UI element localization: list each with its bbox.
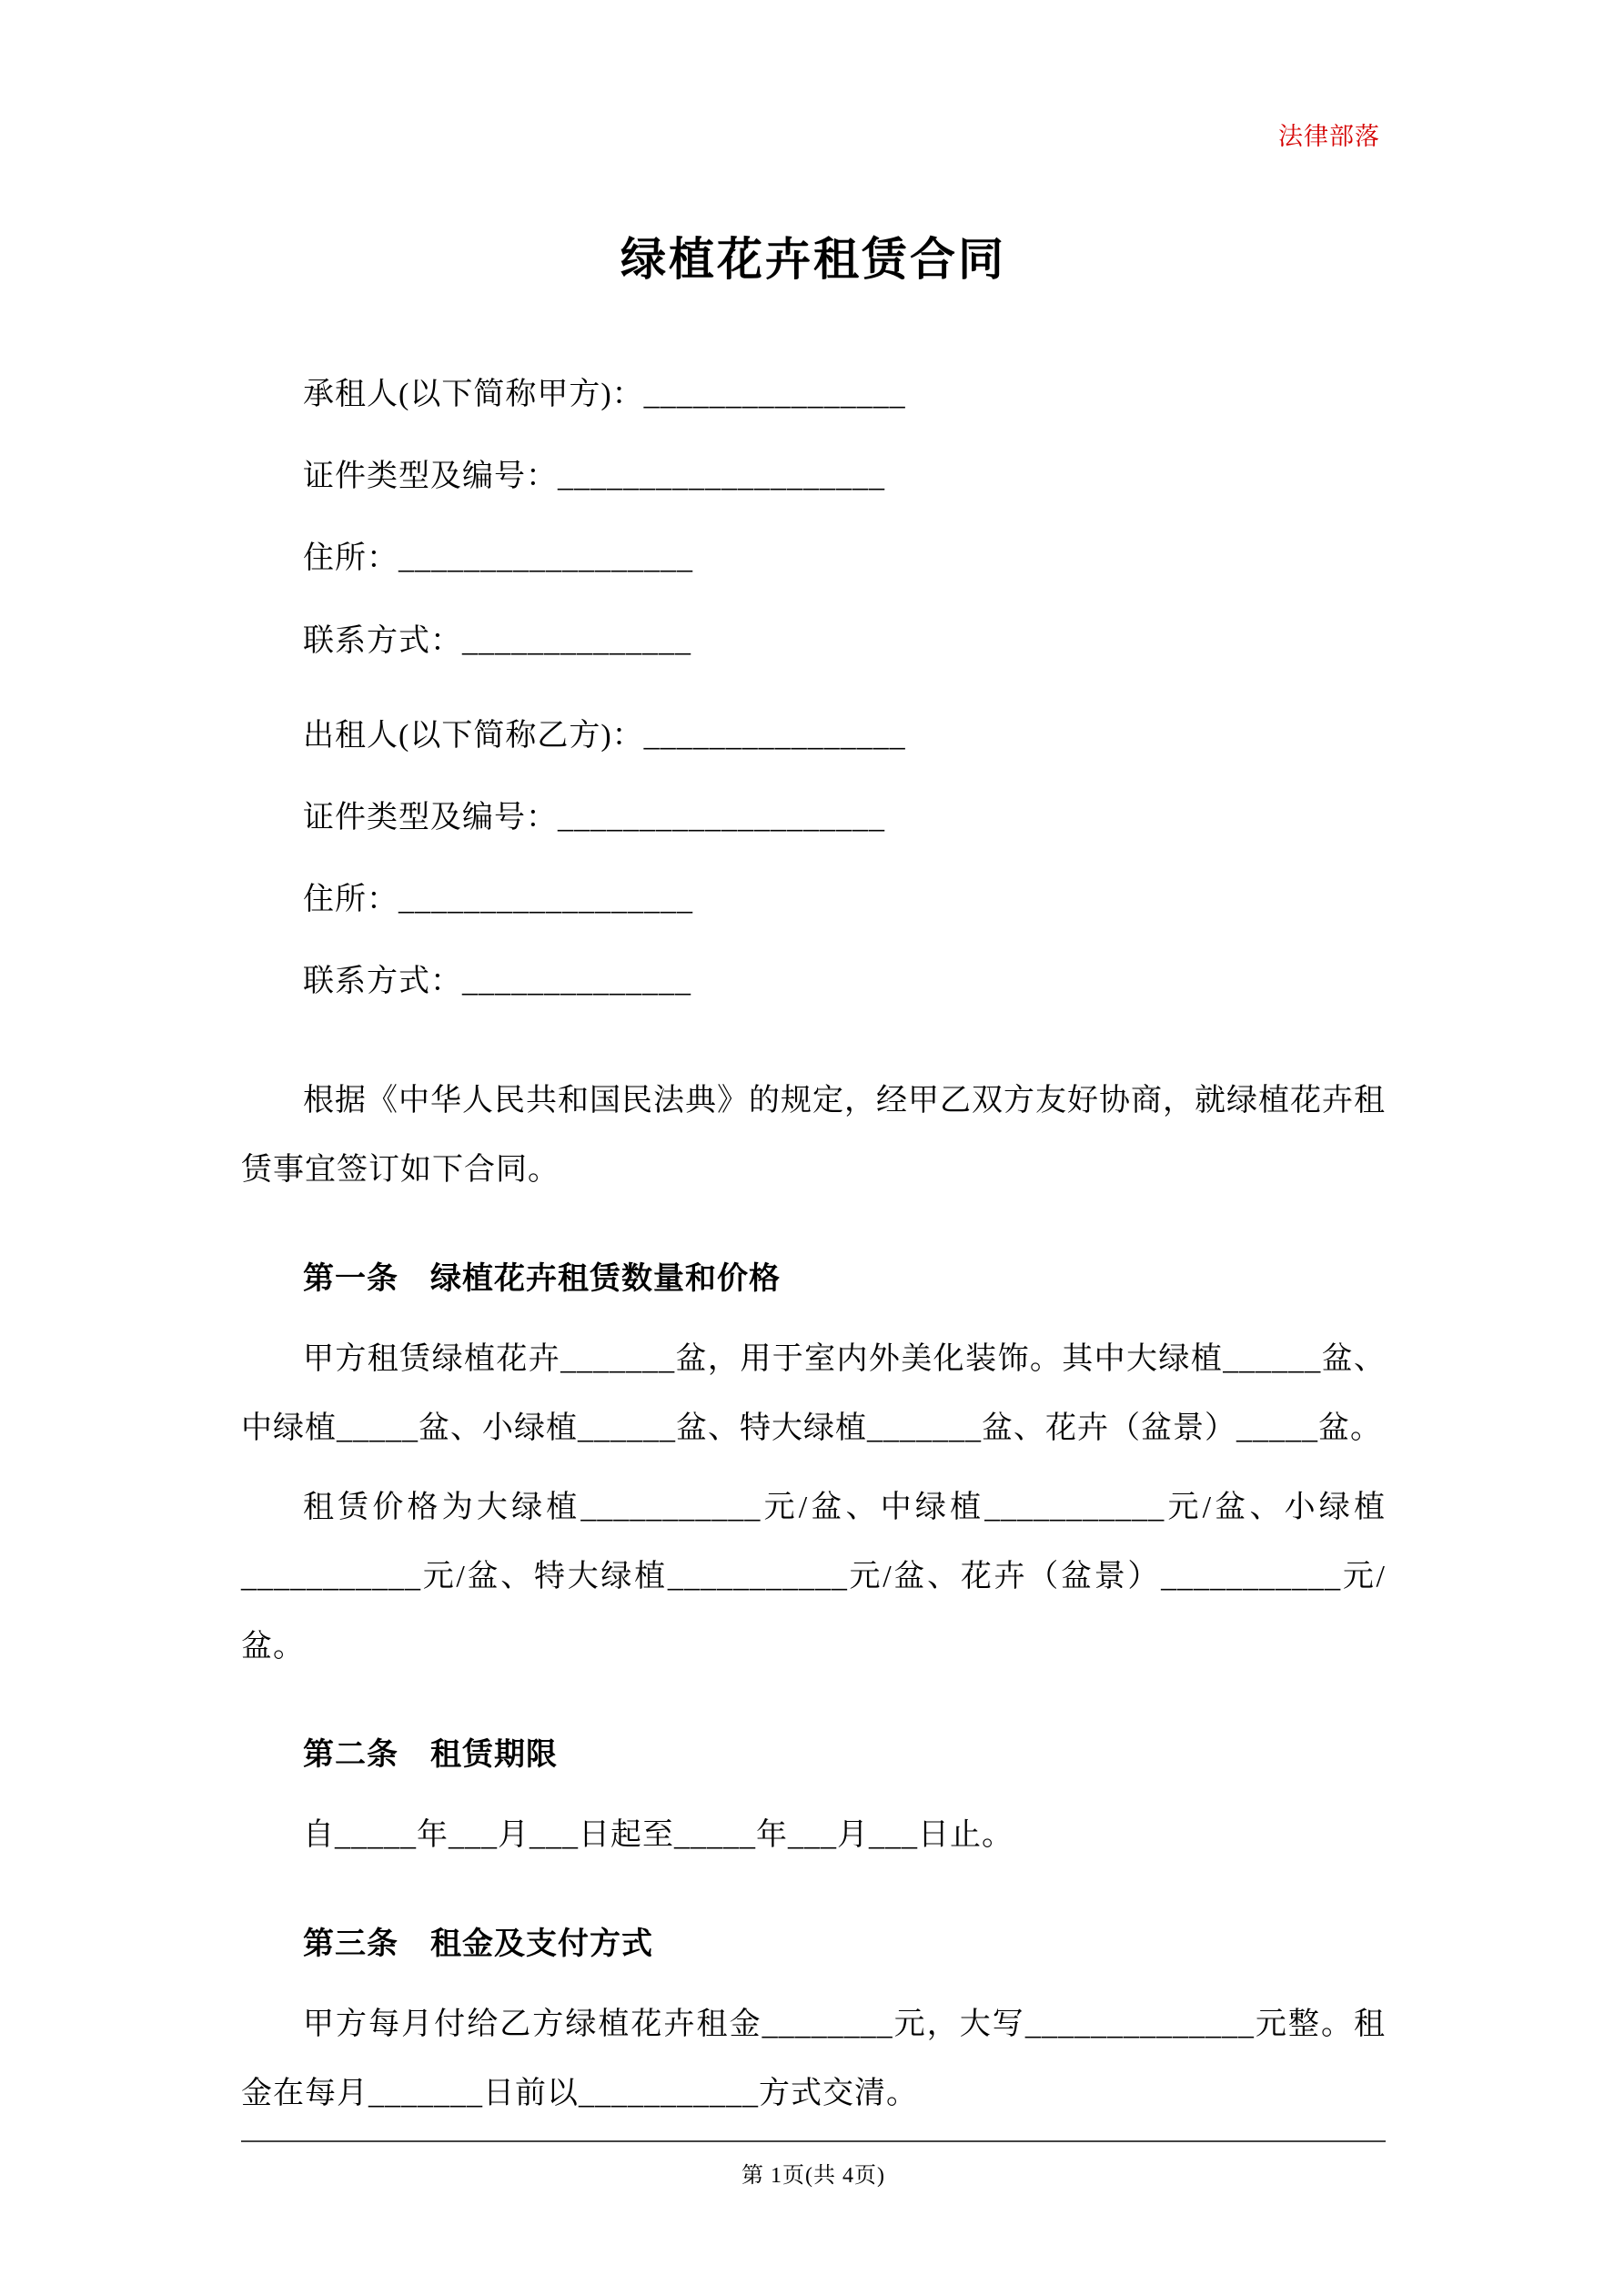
brand-watermark: 法律部落 — [1278, 123, 1380, 150]
party-b-contact-line: 联系方式：______________ — [303, 965, 691, 999]
intro-paragraph: 根据《中华人民共和国民法典》的规定，经甲乙双方友好协商，就绿植花卉租赁事宜签订如下合同。 — [241, 1083, 1386, 1187]
party-b-id-line: 证件类型及编号：____________________ — [303, 800, 885, 834]
party-a-block — [241, 375, 1386, 662]
party-a-contact-line: 联系方式：______________ — [303, 623, 691, 658]
article-2-paragraph-1: 自_____年___月___日起至_____年___月___日止。 — [303, 1818, 1014, 1852]
page-number: 第 1页(共 4页) — [741, 2164, 885, 2188]
article-1-paragraph-2: 租赁价格为大绿植___________元/盆、中绿植___________元/盆、小绿植___________元/盆、特大绿植___________元/盆、花卉（盆景）___________元/盆。 — [241, 1490, 1386, 1664]
party-b-address-line: 住所：__________________ — [303, 883, 693, 917]
party-b-block — [241, 716, 1386, 1003]
party-a-address-line: 住所：__________________ — [303, 541, 693, 576]
article-3-heading: 第三条 租金及支付方式 — [303, 1927, 653, 1961]
article-2-heading: 第二条 租赁期限 — [303, 1738, 558, 1772]
footer-divider — [241, 2140, 1386, 2142]
article-3 — [241, 1918, 1386, 2129]
article-1-heading: 第一条 绿植花卉租赁数量和价格 — [303, 1261, 781, 1296]
party-b-name-line: 出租人(以下简称乙方)：________________ — [303, 718, 906, 753]
article-1-paragraph-1: 甲方租赁绿植花卉_______盆，用于室内外美化装饰。其中大绿植______盆、中绿植_____盆、小绿植______盆、特大绿植_______盆、花卉（盆景）_____盆。 — [241, 1341, 1386, 1445]
article-1 — [241, 1253, 1386, 1683]
article-3-paragraph-1: 甲方每月付给乙方绿植花卉租金________元，大写______________元整。租金在每月_______日前以___________方式交清。 — [241, 2007, 1386, 2110]
party-a-id-line: 证件类型及编号：____________________ — [303, 460, 885, 494]
page-footer — [241, 2140, 1386, 2189]
article-2 — [241, 1729, 1386, 1871]
document-title: 绿植花卉租赁合同 — [620, 234, 1006, 285]
party-a-name-line: 承租人(以下简称甲方)：________________ — [303, 378, 906, 411]
